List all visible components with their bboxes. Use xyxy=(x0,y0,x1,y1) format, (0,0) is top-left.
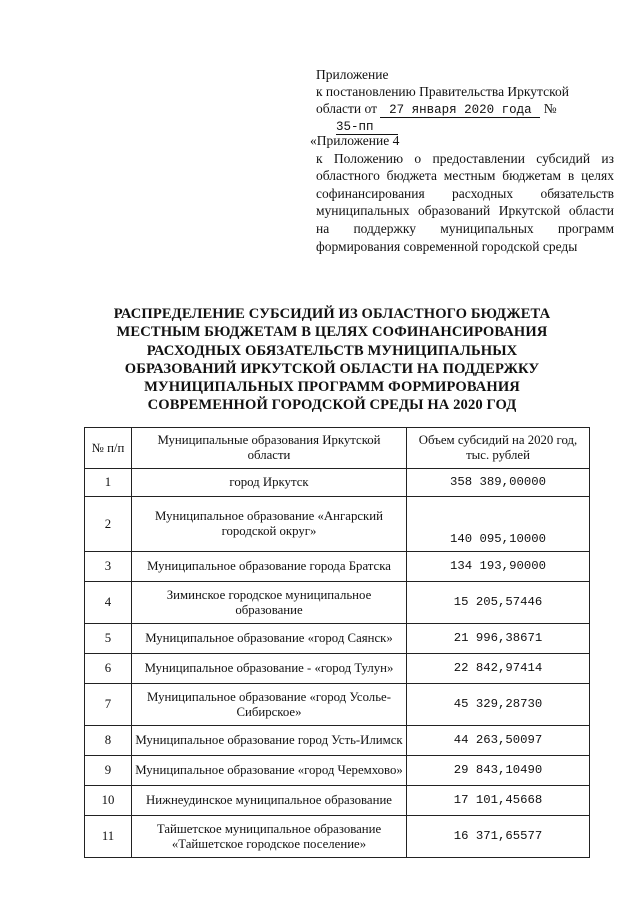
row-num: 9 xyxy=(85,756,132,786)
row-num: 10 xyxy=(85,786,132,816)
row-num: 11 xyxy=(85,816,132,858)
table-row xyxy=(85,654,590,684)
prev-annex-block xyxy=(310,132,614,255)
table-row xyxy=(85,552,590,582)
row-amount: 15 205,57446 xyxy=(407,582,590,624)
row-amount: 44 263,50097 xyxy=(407,726,590,756)
row-num: 1 xyxy=(85,469,132,497)
table-row xyxy=(85,684,590,726)
row-num: 6 xyxy=(85,654,132,684)
row-amount: 29 843,10490 xyxy=(407,756,590,786)
row-name: Нижнеудинское муниципальное образование xyxy=(132,786,407,816)
document-title: РАСПРЕДЕЛЕНИЕ СУБСИДИЙ ИЗ ОБЛАСТНОГО БЮДЖЕТА МЕСТНЫМ БЮДЖЕТАМ В ЦЕЛЯХ СОФИНАНСИРОВАНИЯ РАСХОДНЫХ ОБЯЗАТЕЛЬСТВ МУНИЦИПАЛЬНЫХ ОБРАЗОВАНИЙ ИРКУТСКОЙ ОБЛАСТИ НА ПОДДЕРЖКУ МУНИЦИПАЛЬНЫХ ПРОГРАММ ФОРМИРОВАНИЯ СОВРЕМЕННОЙ ГОРОДСКОЙ СРЕДЫ НА 2020 ГОД xyxy=(113,306,551,414)
row-name: Муниципальное образование города Братска xyxy=(132,552,407,582)
row-num: 3 xyxy=(85,552,132,582)
table-row xyxy=(85,469,590,497)
table-row xyxy=(85,816,590,858)
subsidy-table xyxy=(84,427,590,858)
header-name: Муниципальные образования Иркутской области xyxy=(132,428,407,469)
row-amount: 358 389,00000 xyxy=(407,469,590,497)
row-amount: 16 371,65577 xyxy=(407,816,590,858)
prev-annex-text: к Положению о предоставлении субсидий из областного бюджета местным бюджетам в целях софинансирования расходных обязательств муниципальных образований Иркутской области на поддержку муниципальных программ формирования современной городской среды xyxy=(316,150,614,254)
row-name: Тайшетское муниципальное образование «Тайшетское городское поселение» xyxy=(132,816,407,858)
table-row xyxy=(85,624,590,654)
row-name: город Иркутск xyxy=(132,469,407,497)
annex-number: 35-пп xyxy=(336,120,398,135)
row-num: 5 xyxy=(85,624,132,654)
row-name: Муниципальное образование «Ангарский городской округ» xyxy=(132,497,407,552)
annex-date-prefix: области от xyxy=(316,101,377,116)
annex-decree-line: к постановлению Правительства Иркутской xyxy=(316,84,569,99)
row-name: Муниципальное образование «город Черемхово» xyxy=(132,756,407,786)
row-amount: 17 101,45668 xyxy=(407,786,590,816)
row-amount: 134 193,90000 xyxy=(407,552,590,582)
table-row xyxy=(85,497,590,552)
row-amount: 22 842,97414 xyxy=(407,654,590,684)
row-name: Муниципальное образование - «город Тулун» xyxy=(132,654,407,684)
row-num: 8 xyxy=(85,726,132,756)
row-amount: 140 095,10000 xyxy=(407,497,590,552)
table-row xyxy=(85,786,590,816)
annex-date-line xyxy=(316,100,616,118)
row-num: 4 xyxy=(85,582,132,624)
table-row xyxy=(85,756,590,786)
annex-title: Приложение xyxy=(316,67,389,82)
row-name: Зиминское городское муниципальное образование xyxy=(132,582,407,624)
row-name: Муниципальное образование город Усть-Илимск xyxy=(132,726,407,756)
row-amount: 45 329,28730 xyxy=(407,684,590,726)
prev-annex-heading: «Приложение 4 xyxy=(310,133,400,148)
table-header-row xyxy=(85,428,590,469)
row-num: 7 xyxy=(85,684,132,726)
row-name: Муниципальное образование «город Усолье-Сибирское» xyxy=(132,684,407,726)
annex-reference xyxy=(316,66,616,135)
header-num: № п/п xyxy=(85,428,132,469)
row-num: 2 xyxy=(85,497,132,552)
row-name: Муниципальное образование «город Саянск» xyxy=(132,624,407,654)
row-amount: 21 996,38671 xyxy=(407,624,590,654)
header-amount: Объем субсидий на 2020 год, тыс. рублей xyxy=(407,428,590,469)
table-row xyxy=(85,726,590,756)
annex-date: 27 января 2020 года xyxy=(380,103,540,118)
table-row xyxy=(85,582,590,624)
annex-number-prefix: № xyxy=(543,101,557,116)
